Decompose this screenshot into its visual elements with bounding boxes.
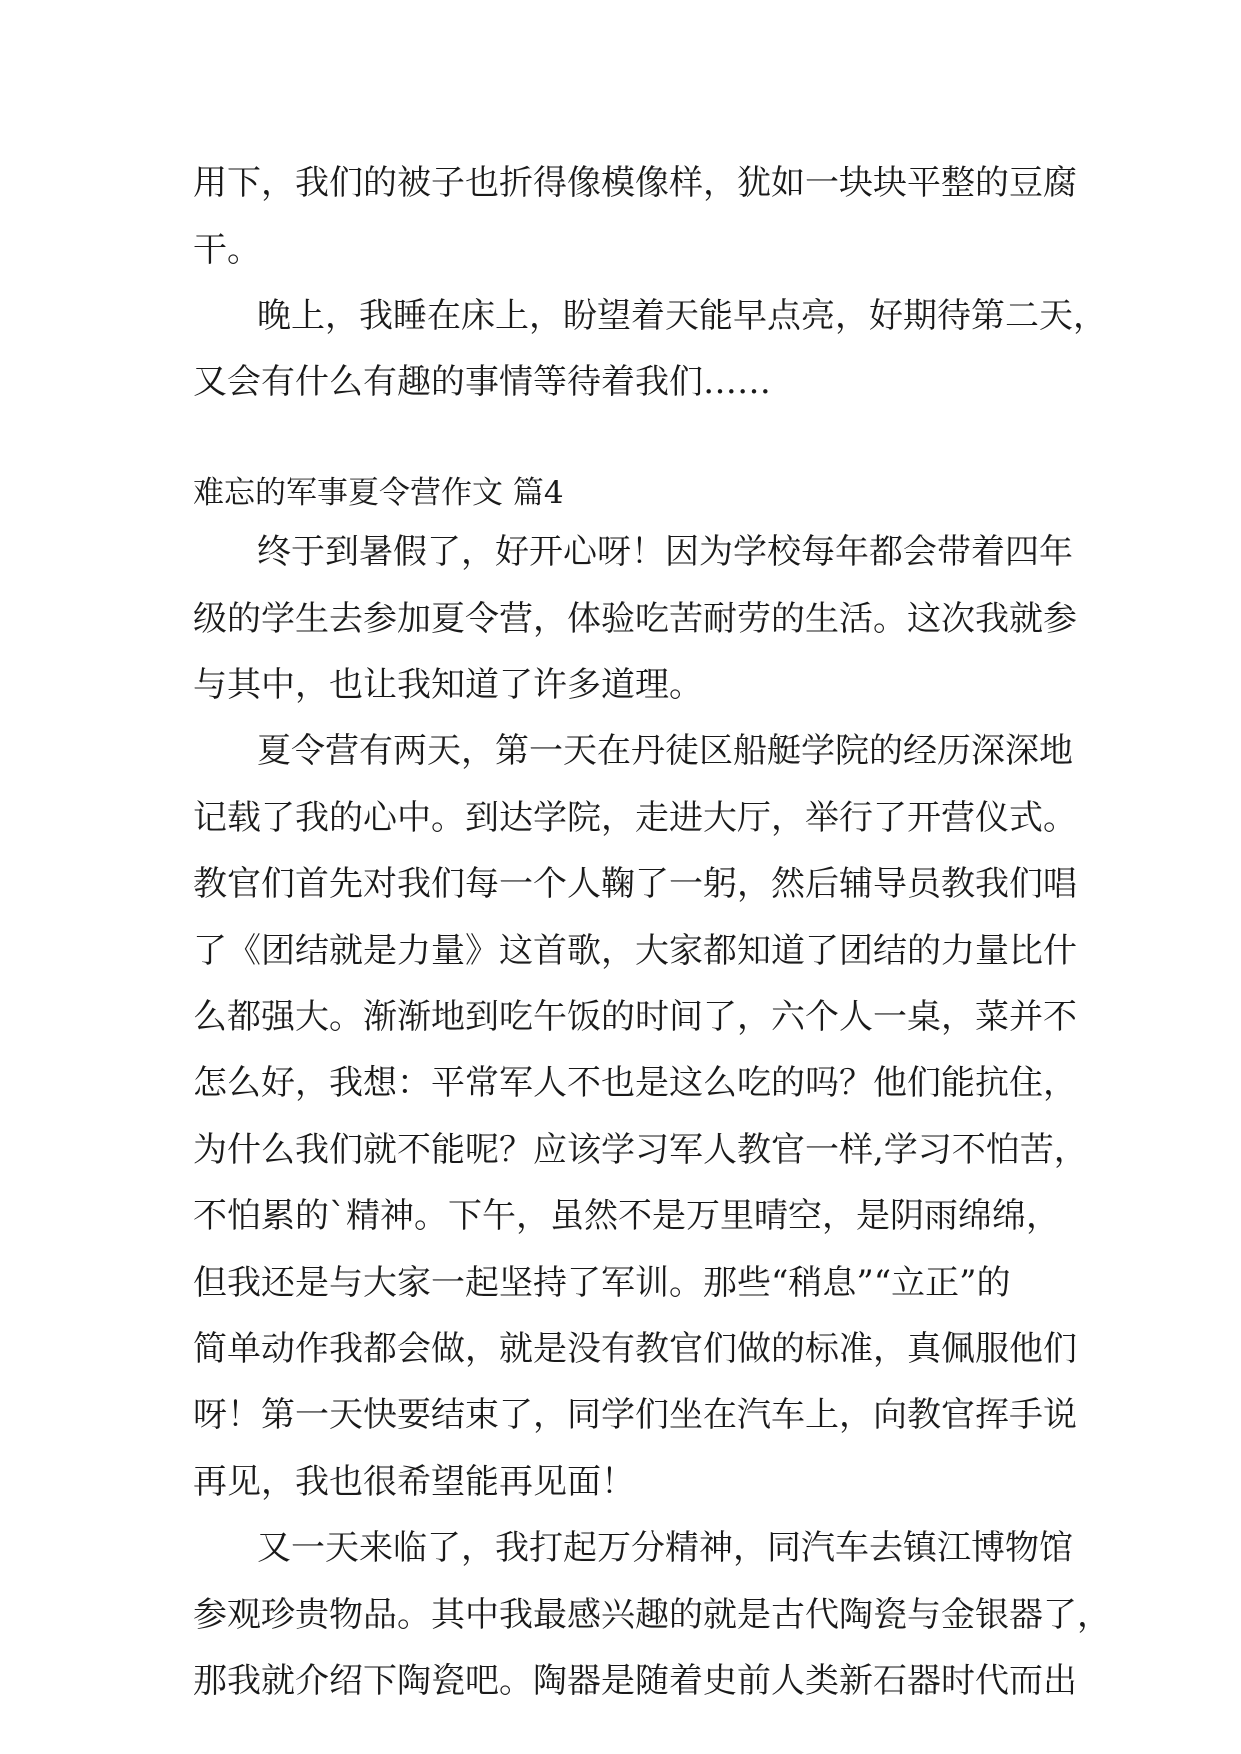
text-line: 级的学生去参加夏令营，体验吃苦耐劳的生活。这次我就参	[193, 599, 1077, 639]
text-line: 么都强大。渐渐地到吃午饭的时间了，六个人一桌，菜并不	[193, 997, 1077, 1037]
text-line: 但我还是与大家一起坚持了军训。那些“稍息”“立正”的	[193, 1263, 1011, 1303]
paragraph-start-line: 终于到暑假了，好开心呀！因为学校每年都会带着四年	[257, 532, 1073, 572]
text-line: 为什么我们就不能呢？应该学习军人教官一样,学习不怕苦，	[193, 1130, 1088, 1170]
text-line: 教官们首先对我们每一个人鞠了一躬，然后辅导员教我们唱	[193, 864, 1077, 904]
text-line: 与其中，也让我知道了许多道理。	[193, 665, 703, 705]
text-line: 那我就介绍下陶瓷吧。陶器是随着史前人类新石器时代而出	[193, 1661, 1077, 1701]
paragraph-start-line: 又一天来临了，我打起万分精神，同汽车去镇江博物馆	[257, 1528, 1073, 1568]
text-line: 简单动作我都会做，就是没有教官们做的标准，真佩服他们	[193, 1329, 1077, 1369]
text-line: 了《团结就是力量》这首歌，大家都知道了团结的力量比什	[193, 931, 1077, 971]
text-line: 记载了我的心中。到达学院，走进大厅，举行了开营仪式。	[193, 798, 1077, 838]
text-line: 再见，我也很希望能再见面！	[193, 1462, 635, 1502]
text-line: 不怕累的`精神。下午，虽然不是万里晴空，是阴雨绵绵，	[193, 1196, 1060, 1236]
text-line: 用下，我们的被子也折得像模像样，犹如一块块平整的豆腐	[193, 163, 1077, 203]
text-line: 怎么好，我想：平常军人不也是这么吃的吗？他们能抗住，	[193, 1063, 1077, 1103]
paragraph-start-line: 夏令营有两天，第一天在丹徒区船艇学院的经历深深地	[257, 731, 1073, 771]
text-line: 参观珍贵物品。其中我最感兴趣的就是古代陶瓷与金银器了，	[193, 1595, 1111, 1635]
paragraph-start-line: 晚上，我睡在床上，盼望着天能早点亮，好期待第二天，	[257, 296, 1107, 336]
section-heading: 难忘的军事夏令营作文 篇4	[193, 475, 564, 511]
text-line: 干。	[193, 230, 261, 270]
text-line: 又会有什么有趣的事情等待着我们……	[193, 362, 771, 402]
text-line: 呀！第一天快要结束了，同学们坐在汽车上，向教官挥手说	[193, 1395, 1077, 1435]
